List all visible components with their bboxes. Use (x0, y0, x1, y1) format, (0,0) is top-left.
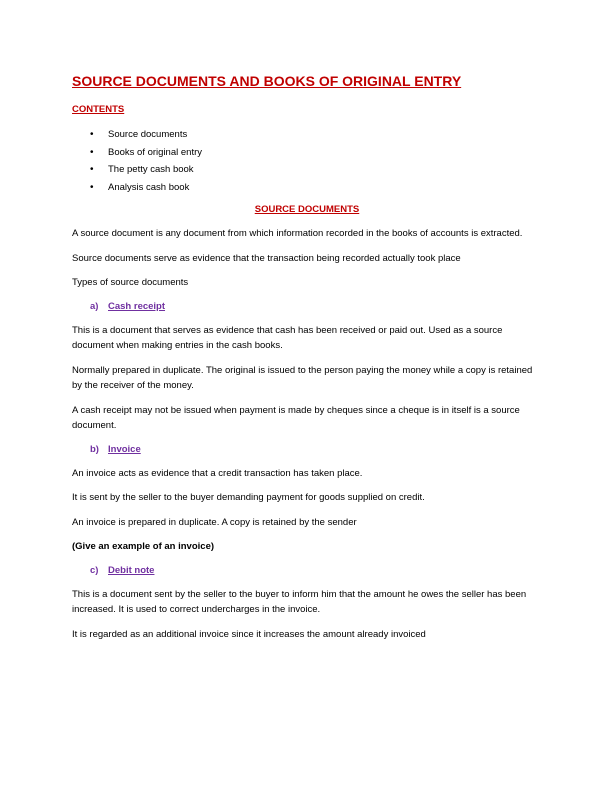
subheading-letter: b) (90, 443, 99, 455)
subheading-label: Cash receipt (108, 300, 166, 312)
contents-item: • Books of original entry (108, 144, 542, 162)
contents-list (72, 126, 542, 196)
subheading-label: Invoice (108, 443, 141, 455)
body-paragraph: This is a document sent by the seller to the buyer to inform him that the amount he owes the seller has been increased. It is used to correct undercharges in the invoice. (72, 588, 527, 615)
contents-item: • Analysis cash book (108, 179, 542, 197)
contents-item: • The petty cash book (108, 161, 542, 179)
intro-paragraph: Types of source documents (72, 277, 189, 288)
section-heading: SOURCE DOCUMENTS (254, 204, 360, 215)
subheading-letter: c) (90, 564, 99, 576)
document-title: SOURCE DOCUMENTS AND BOOKS OF ORIGINAL ENTRY (72, 73, 462, 89)
invoice-example-note: (Give an example of an invoice) (72, 541, 215, 552)
subheading-cash-receipt (90, 300, 542, 314)
subheading-invoice (90, 443, 542, 457)
contents-item: • Source documents (108, 126, 542, 144)
intro-paragraph: Source documents serve as evidence that the transaction being recorded actually took place (72, 252, 461, 264)
subheading-debit-note (90, 564, 542, 578)
body-paragraph: It is sent by the seller to the buyer demanding payment for goods supplied on credit. (72, 492, 425, 503)
body-paragraph: This is a document that serves as evidence that cash has been received or paid out. Used as a source document when making entries in the cash books. (72, 324, 503, 351)
body-paragraph: It is regarded as an additional invoice since it increases the amount already invoiced (72, 628, 426, 640)
body-paragraph: An invoice acts as evidence that a credit transaction has taken place. (72, 467, 363, 479)
body-paragraph: Normally prepared in duplicate. The original is issued to the person paying the money while a copy is retained by the receiver of the money. (72, 364, 533, 391)
document-page (72, 72, 542, 651)
contents-heading: CONTENTS (72, 104, 125, 115)
subheading-letter: a) (90, 300, 99, 312)
intro-paragraph: A source document is any document from which information recorded in the books of accounts is extracted. (72, 228, 523, 239)
body-paragraph: A cash receipt may not be issued when payment is made by cheques since a cheque is in itself is a source document. (72, 404, 520, 431)
body-paragraph: An invoice is prepared in duplicate. A copy is retained by the sender (72, 516, 357, 528)
subheading-label: Debit note (108, 564, 155, 576)
